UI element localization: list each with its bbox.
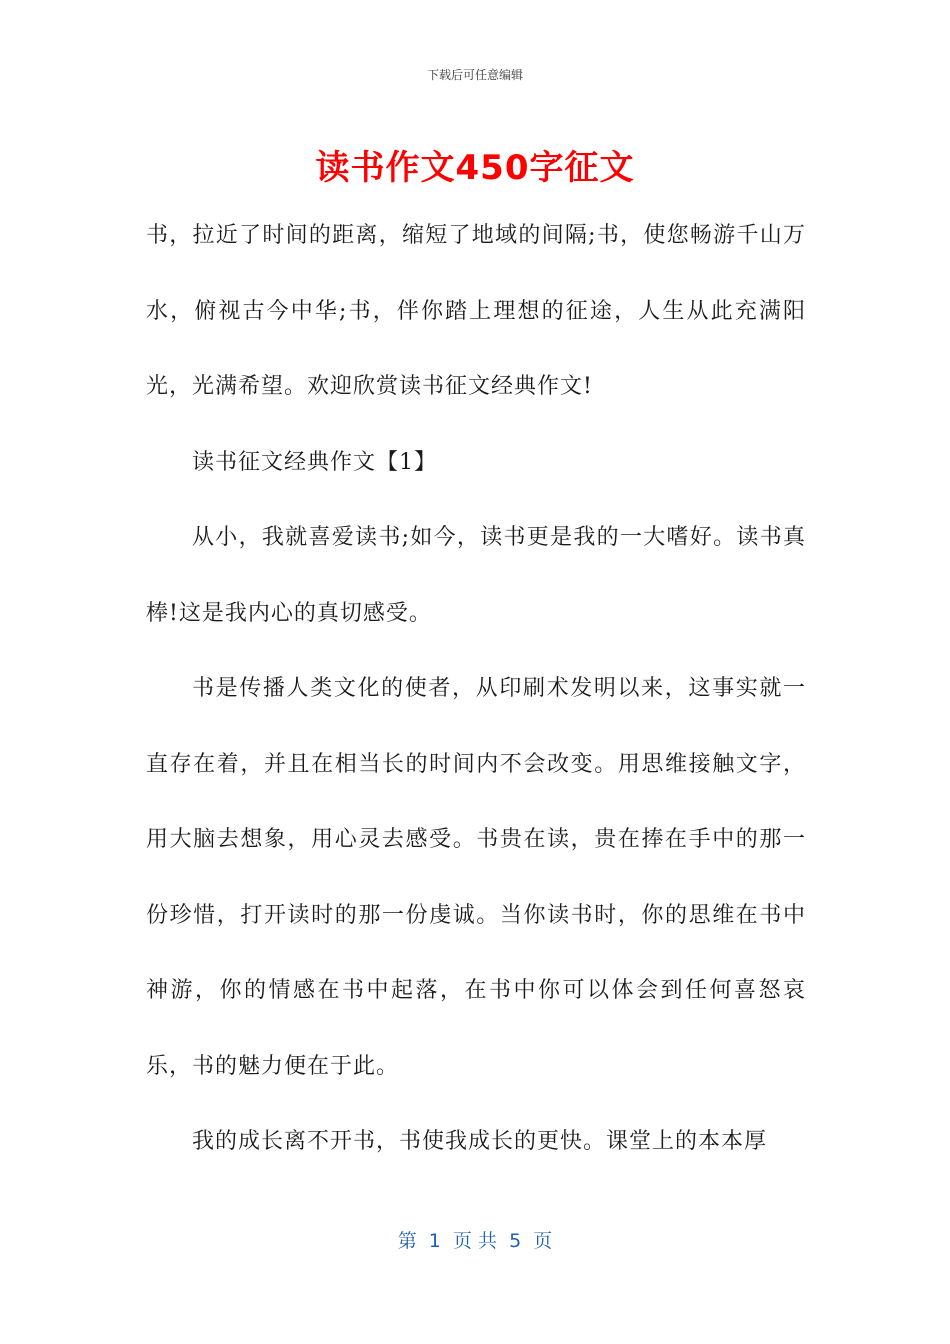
body-paragraph: 我的成长离不开书，书使我成长的更快。课堂上的本本厚 [192,1129,768,1154]
body-paragraph: 书是传播人类文化的使者，从印刷术发明以来，这事实就一直存在着，并且在相当长的时间内不会改变。用思维接触文字，用大脑去想象，用心灵去感受。书贵在读，贵在捧在手中的那一份珍惜，打开读时的那一份虔诚。当你读书时，你的思维在书中神游，你的情感在书中起落，在书中你可以体会到任何喜怒哀乐，书的魅力便在于此。 [146,676,806,1079]
body-paragraph: 从小，我就喜爱读书;如今，读书更是我的一大嗜好。读书真棒!这是我内心的真切感受。 [146,525,806,626]
header-note: 下载后可任意编辑 [426,68,523,82]
intro-paragraph: 书，拉近了时间的距离，缩短了地域的间隔;书，使您畅游千山万水，俯视古今中华;书，伴你踏上理想的征途，人生从此充满阳光，光满希望。欢迎欣赏读书征文经典作文! [146,223,806,399]
section-heading: 读书征文经典作文【1】 [192,449,437,475]
page-number-footer: 第 1 页 共 5 页 [397,1230,553,1252]
document-body [146,198,806,1180]
document-title: 读书作文450字征文 [315,148,635,188]
